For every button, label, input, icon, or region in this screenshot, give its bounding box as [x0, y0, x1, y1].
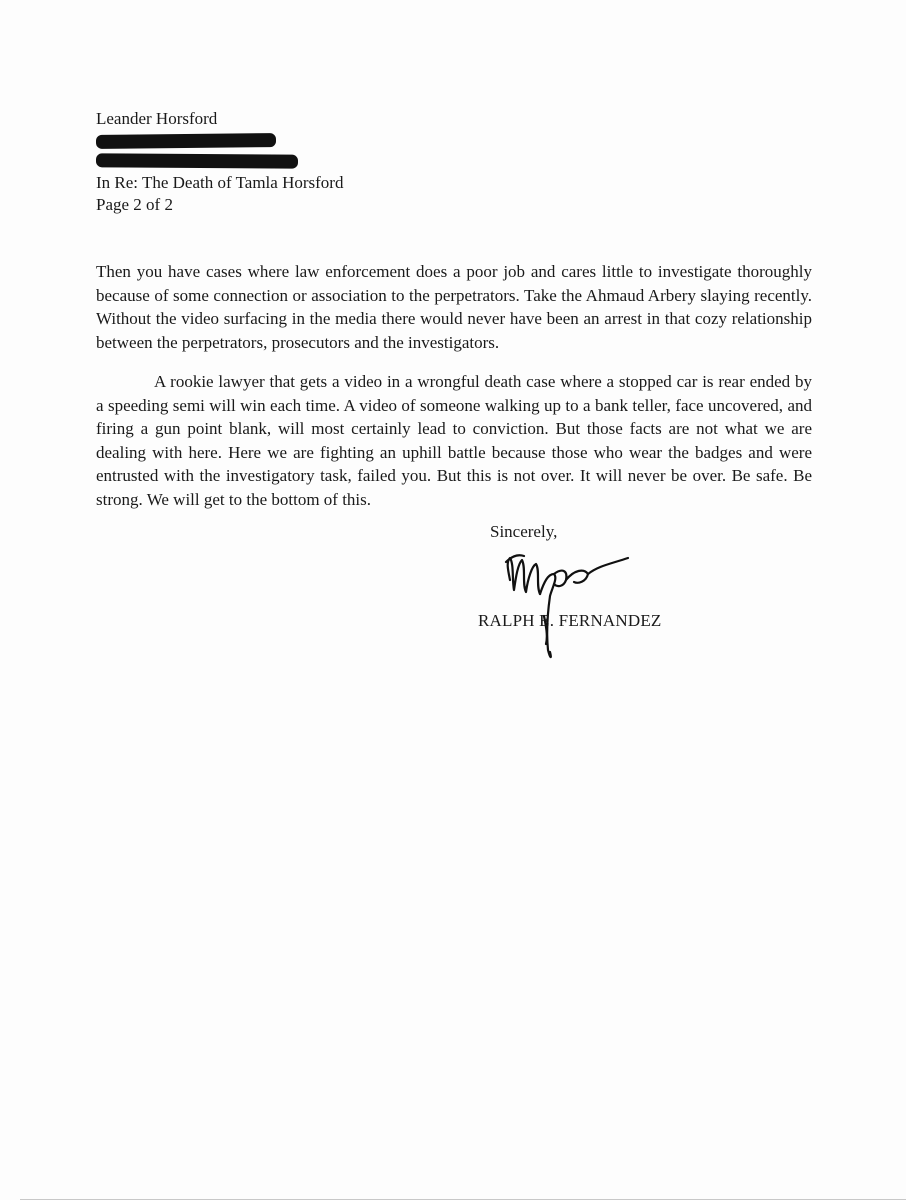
- closing-salutation: Sincerely,: [490, 522, 558, 541]
- page-number: Page 2 of 2: [96, 195, 173, 214]
- handwritten-signature: [488, 540, 638, 665]
- signer-name: RALPH E. FERNANDEZ: [478, 611, 662, 630]
- redacted-address-line-1: [96, 133, 276, 149]
- recipient-name: Leander Horsford: [96, 109, 218, 128]
- re-line: In Re: The Death of Tamla Horsford: [96, 173, 344, 192]
- body-paragraph-2: A rookie lawyer that gets a video in a wrongful death case where a stopped car is rear ended by a speeding semi will win each time. A video of someone walking up to a bank teller, face uncovered, and firing a gun point blank, will most certainly lead to conviction. But those facts are not what we are dealing with here. Here we are fighting an uphill battle because those who wear the badges and were entrusted with the investigatory task, failed you. But this is not over. It will never be over. Be safe. Be strong. We will get to the bottom of this.: [96, 372, 812, 509]
- letter-header: [96, 108, 343, 216]
- body-paragraph-1: Then you have cases where law enforcement does a poor job and cares little to investigate thoroughly because of some connection or association to the perpetrators. Take the Ahmaud Arbery slaying recently. Without the video surfacing in the media there would never have been an arrest in that cozy relationship between the perpetrators, prosecutors and the investigators.: [96, 262, 812, 352]
- redacted-address-line-2: [96, 153, 298, 168]
